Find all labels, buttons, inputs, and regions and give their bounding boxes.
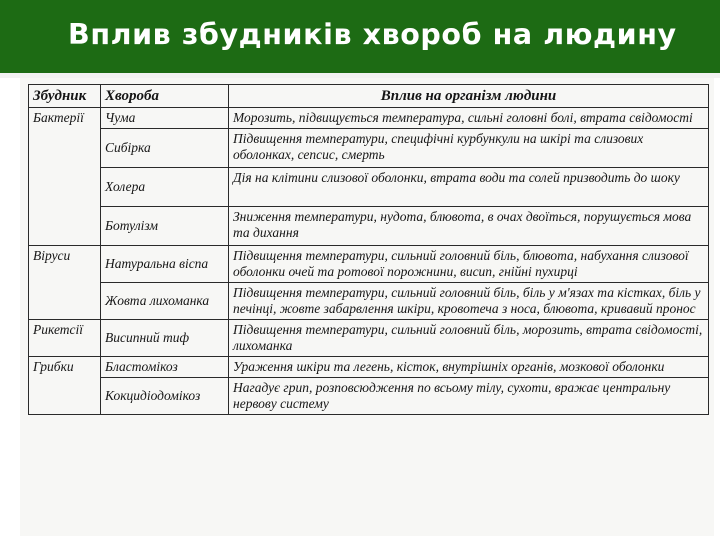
- pathogen-cell: Бактерії: [29, 108, 101, 129]
- table-row: [29, 357, 709, 378]
- table-row: [29, 129, 709, 168]
- table-row: [29, 320, 709, 357]
- table-row: [29, 283, 709, 320]
- title-bar: [0, 0, 720, 78]
- header-effect: Вплив на організм людини: [229, 85, 709, 108]
- disease-cell: Холера: [101, 168, 229, 207]
- pathogen-cell: Грибки: [29, 357, 101, 378]
- table-row: [29, 207, 709, 246]
- pathogen-cell: Віруси: [29, 246, 101, 283]
- table-header-row: [29, 85, 709, 108]
- disease-cell: Висипний тиф: [101, 320, 229, 357]
- table-row: [29, 246, 709, 283]
- header-disease: Хвороба: [101, 85, 229, 108]
- effect-cell: Підвищення температури, сильний головний біль, біль у м'язах та кістках, біль у печінці, жовте забарвлення шкіри, кровотеча з носа, блювота, кривавий пронос: [229, 283, 709, 320]
- disease-effects-table: [28, 84, 709, 415]
- effect-cell: Ураження шкіри та легень, кісток, внутрішніх органів, мозкової оболонки: [229, 357, 709, 378]
- effect-cell: Підвищення температури, сильний головний біль, морозить, втрата свідомості, лихоманка: [229, 320, 709, 357]
- header-pathogen: Збудник: [29, 85, 101, 108]
- pathogen-cell: [29, 168, 101, 207]
- disease-cell: Ботулізм: [101, 207, 229, 246]
- table-row: [29, 378, 709, 415]
- pathogen-cell: [29, 207, 101, 246]
- effect-cell: Зниження температури, нудота, блювота, в очах двоїться, порушується мова та дихання: [229, 207, 709, 246]
- disease-cell: Жовта лихоманка: [101, 283, 229, 320]
- effect-cell: Морозить, підвищується температура, сильні головні болі, втрата свідомості: [229, 108, 709, 129]
- pathogen-cell: [29, 283, 101, 320]
- pathogen-cell: [29, 129, 101, 168]
- disease-cell: Кокцидіодомікоз: [101, 378, 229, 415]
- slide-title: Вплив збудників хвороб на людину: [68, 18, 677, 51]
- effect-cell: Нагадує грип, розповсюдження по всьому тілу, сухоти, вражає центральну нервову систему: [229, 378, 709, 415]
- scanned-table-area: [20, 78, 714, 536]
- disease-cell: Чума: [101, 108, 229, 129]
- disease-cell: Натуральна віспа: [101, 246, 229, 283]
- disease-cell: Бластомікоз: [101, 357, 229, 378]
- effect-cell: Підвищення температури, сильний головний біль, блювота, набухання слизової оболонки очей та ротової порожнини, висип, гнійні пухирці: [229, 246, 709, 283]
- disease-cell: Сибірка: [101, 129, 229, 168]
- effect-cell: Підвищення температури, специфічні курбункули на шкірі та слизових оболонках, сепсис, смерть: [229, 129, 709, 168]
- pathogen-cell: Рикетсії: [29, 320, 101, 357]
- pathogen-cell: [29, 378, 101, 415]
- table-row: [29, 108, 709, 129]
- table-row: [29, 168, 709, 207]
- effect-cell: Дія на клітини слизової оболонки, втрата води та солей призводить до шоку: [229, 168, 709, 207]
